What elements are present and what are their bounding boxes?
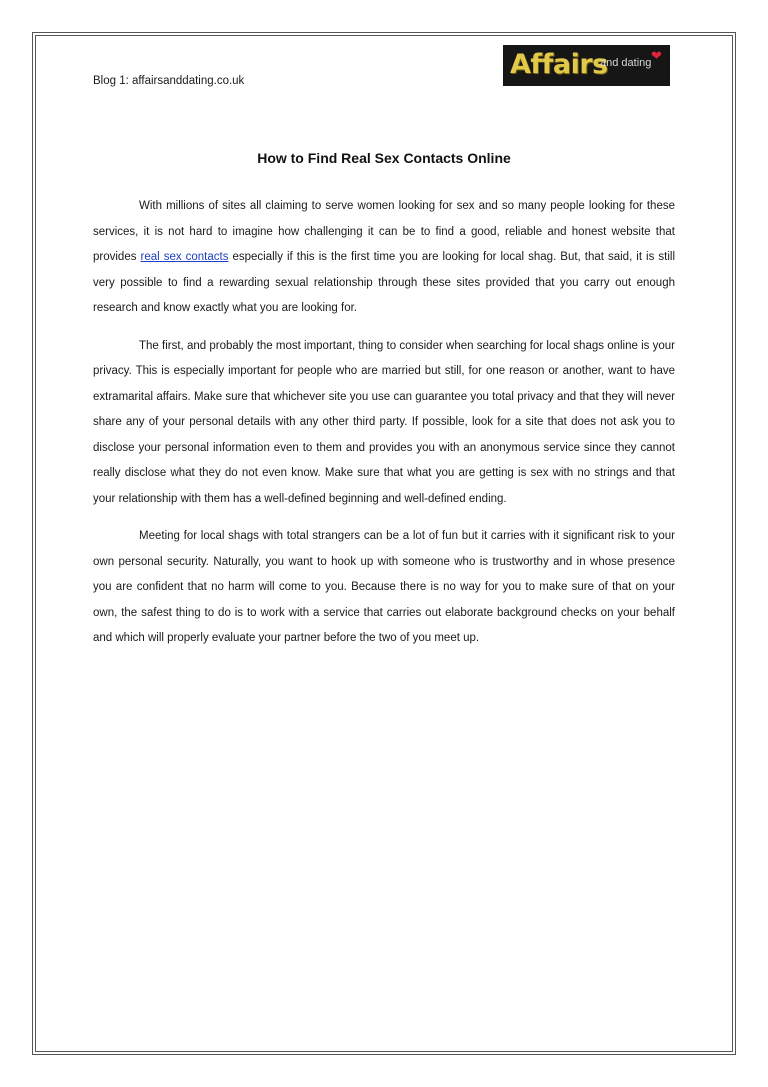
- article-title: How to Find Real Sex Contacts Online: [257, 150, 511, 166]
- paragraph-2: The first, and probably the most important, thing to consider when searching for local shags online is your privacy. This is especially important for people who are married but still, for one reason or another, want to have extramarital affairs. Make sure that whichever site you use can guarantee you total privacy and that they will never share any of your personal details with any other third party. If possible, look for a site that does not ask you to disclose your personal information even to them and provides you with an anonymous service since they cannot really disclose what they do not even know. Make sure that what you are getting is sex with no strings and that your relationship with them has a well-defined beginning and well-defined ending.: [93, 339, 675, 505]
- blog-header: Blog 1: affairsanddating.co.uk: [93, 75, 245, 87]
- real-sex-contacts-link[interactable]: real sex contacts: [140, 251, 229, 263]
- paragraph-3: Meeting for local shags with total strangers can be a lot of fun but it carries with it significant risk to your own personal security. Naturally, you want to hook up with someone who is trustworthy and in whose presence you are confident that no harm will come to you. Because there is no way for you to make sure of that on your own, the safest thing to do is to work with a service that carries out elaborate background checks on your behalf and which will properly evaluate your partner before the two of you meet up.: [93, 530, 675, 644]
- logo-main-text: Affairs: [510, 49, 608, 80]
- paragraph-1: [93, 194, 675, 322]
- heart-icon: ❤: [651, 48, 662, 63]
- site-logo[interactable]: [503, 45, 670, 86]
- paragraph-1-after: especially if this is the first time you are looking for local shag. But, that said, it is still very possible to find a rewarding sexual relationship through these sites provided that you carry out enough research and know exactly what you are looking for.: [93, 251, 675, 314]
- paragraph-1-before: With millions of sites all claiming to serve women looking for sex and so many people looking for these services, it is not hard to imagine how challenging it can be to find a good, reliable and honest website that provides: [93, 200, 675, 263]
- logo-sub-text: and dating: [600, 57, 652, 69]
- article-body: [93, 194, 675, 664]
